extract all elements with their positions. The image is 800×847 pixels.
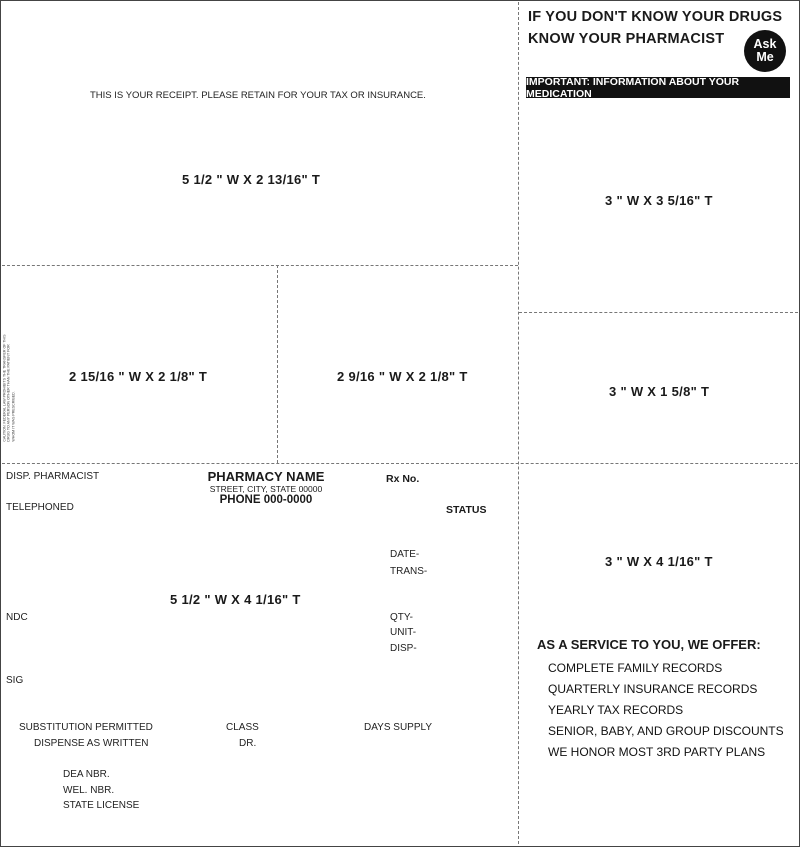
receipt-notice: THIS IS YOUR RECEIPT. PLEASE RETAIN FOR YOUR TAX OR INSURANCE. — [90, 90, 426, 101]
service-item-family-records: COMPLETE FAMILY RECORDS — [548, 661, 723, 675]
important-info-text: IMPORTANT: INFORMATION ABOUT YOUR MEDICATION — [526, 75, 740, 100]
dimension-label-bottom-left: 5 1/2 " W X 4 1/16" T — [170, 592, 301, 607]
trans-label: TRANS- — [390, 566, 428, 577]
unit-label: UNIT- — [390, 627, 417, 638]
rx-number-label: Rx No. — [386, 473, 420, 485]
dimension-label-bottom-right: 3 " W X 4 1/16" T — [605, 554, 713, 569]
ask-me-line-2: Me — [756, 50, 774, 64]
header-line-1: IF YOU DON'T KNOW YOUR DRUGS — [528, 9, 783, 25]
wel-nbr-label: WEL. NBR. — [63, 785, 115, 796]
dimension-label-mid-center: 2 9/16 " W X 2 1/8" T — [337, 369, 468, 384]
caution-rotated-text: CAUTION: FEDERAL LAW PROHIBITS THE TRANSFER OF THIS DRUG TO ANY PERSON OTHER THAN THE PATIENT FOR WHOM IT WAS PRESCRIBED. — [2, 334, 16, 442]
substitution-permitted-label: SUBSTITUTION PERMITTED — [19, 722, 153, 733]
telephoned-label: TELEPHONED — [6, 502, 74, 513]
ask-me-badge — [744, 30, 786, 72]
dimension-label-mid-left: 2 15/16 " W X 2 1/8" T — [69, 369, 208, 384]
service-item-third-party-plans: WE HONOR MOST 3RD PARTY PLANS — [548, 745, 766, 759]
ndc-label: NDC — [6, 612, 28, 623]
dr-label: DR. — [239, 738, 257, 749]
services-heading: AS A SERVICE TO YOU, WE OFFER: — [537, 637, 761, 652]
ask-me-line-1: Ask — [753, 37, 777, 51]
pharmacy-address: STREET, CITY, STATE 00000 — [209, 484, 323, 494]
service-item-tax-records: YEARLY TAX RECORDS — [548, 703, 684, 717]
pharmacy-name: PHARMACY NAME — [207, 469, 325, 484]
status-label: STATUS — [446, 504, 487, 516]
dispense-as-written-label: DISPENSE AS WRITTEN — [34, 738, 149, 749]
qty-label: QTY- — [390, 612, 413, 623]
service-item-discounts: SENIOR, BABY, AND GROUP DISCOUNTS — [548, 724, 784, 738]
service-item-insurance-records: QUARTERLY INSURANCE RECORDS — [548, 682, 758, 696]
disp-label: DISP- — [390, 643, 417, 654]
dea-nbr-label: DEA NBR. — [63, 769, 110, 780]
dimension-label-top-left: 5 1/2 " W X 2 13/16" T — [182, 172, 321, 187]
pharmacy-info-block — [196, 470, 336, 507]
cut-line-horizontal-lower — [2, 463, 798, 464]
important-info-bar — [526, 77, 790, 98]
cut-line-vertical-middle — [277, 265, 278, 463]
dimension-label-top-right: 3 " W X 3 5/16" T — [605, 193, 713, 208]
days-supply-label: DAYS SUPPLY — [364, 722, 432, 733]
state-license-label: STATE LICENSE — [63, 800, 140, 811]
header-line-2: KNOW YOUR PHARMACIST — [528, 31, 725, 47]
sig-label: SIG — [6, 675, 24, 686]
dimension-label-mid-right: 3 " W X 1 5/8" T — [609, 384, 710, 399]
class-label: CLASS — [226, 722, 259, 733]
cut-line-vertical-right — [518, 2, 519, 844]
disp-pharmacist-label: DISP. PHARMACIST — [6, 471, 100, 482]
date-label: DATE- — [390, 549, 420, 560]
cut-line-horizontal-right — [519, 312, 798, 313]
pharmacy-phone: PHONE 000-0000 — [219, 494, 313, 506]
cut-line-horizontal-upper-left — [2, 265, 518, 266]
